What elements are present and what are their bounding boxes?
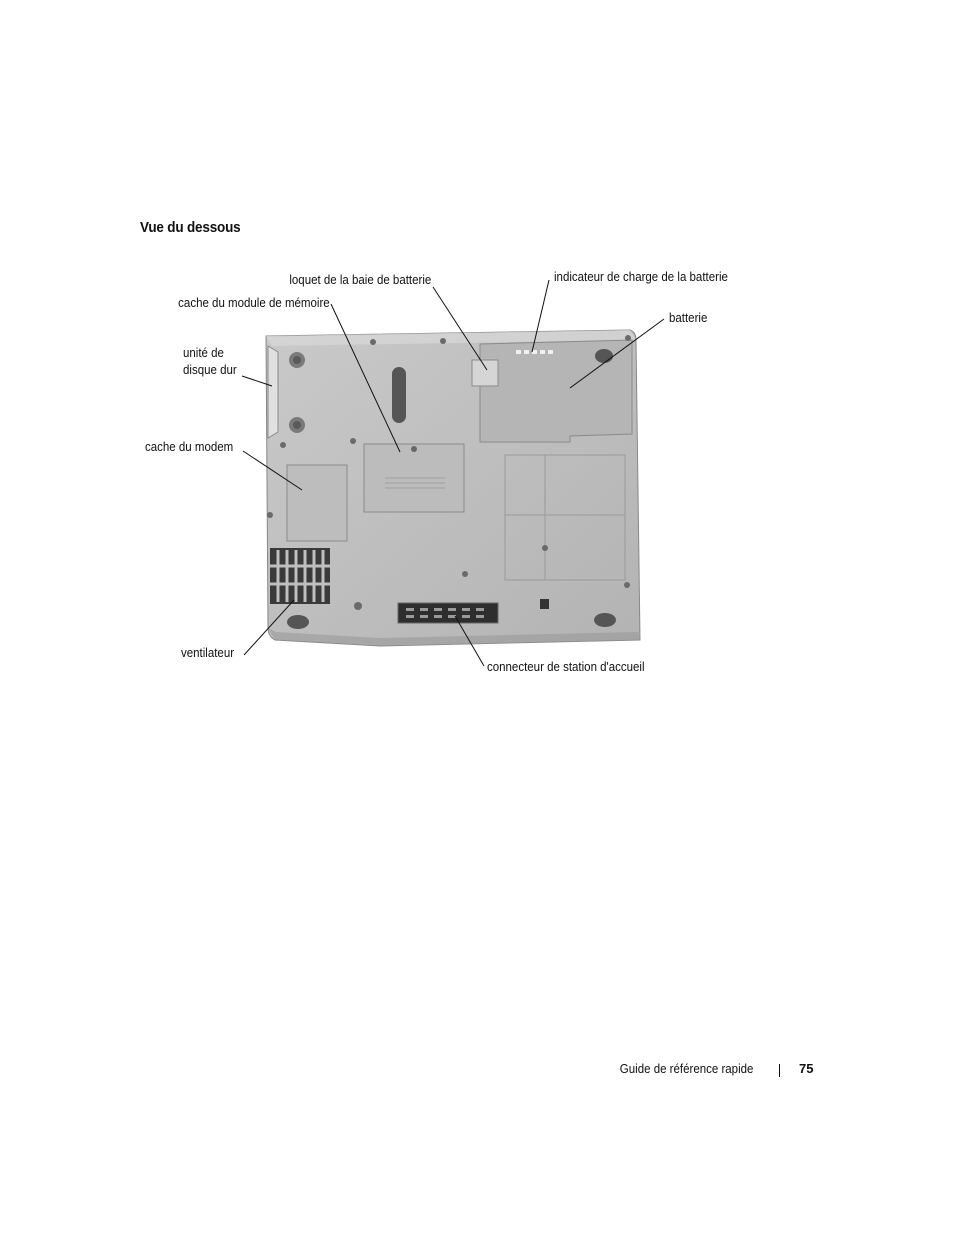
battery-shape — [472, 340, 632, 442]
callout-modem-cover: cache du modem — [145, 440, 234, 454]
docking-connector-shape — [398, 603, 498, 623]
callout-battery-charge-gauge: indicateur de charge de la batterie — [554, 270, 728, 284]
callout-battery: batterie — [669, 311, 708, 325]
callout-battery-bay-latch: loquet de la baie de batterie — [289, 273, 431, 287]
callout-memory-module-cover: cache du module de mémoire — [178, 296, 330, 310]
latch — [540, 599, 549, 609]
section-title: Vue du dessous — [140, 219, 241, 236]
modem-cover-shape — [287, 465, 347, 541]
callout-hard-drive-line1: unité de — [183, 346, 224, 360]
callout-docking-connector: connecteur de station d'accueil — [487, 660, 645, 674]
footer-guide-title: Guide de référence rapide — [619, 1062, 754, 1076]
rubber-foot — [594, 613, 616, 627]
callout-hard-drive-line2: disque dur — [183, 363, 237, 377]
callout-fan: ventilateur — [181, 646, 235, 660]
rubber-foot — [287, 615, 309, 629]
page-number: 75 — [799, 1061, 814, 1076]
memory-module-cover-shape — [364, 444, 464, 512]
slot — [392, 367, 406, 423]
footer-separator — [779, 1064, 780, 1077]
fan-grille — [270, 548, 330, 604]
